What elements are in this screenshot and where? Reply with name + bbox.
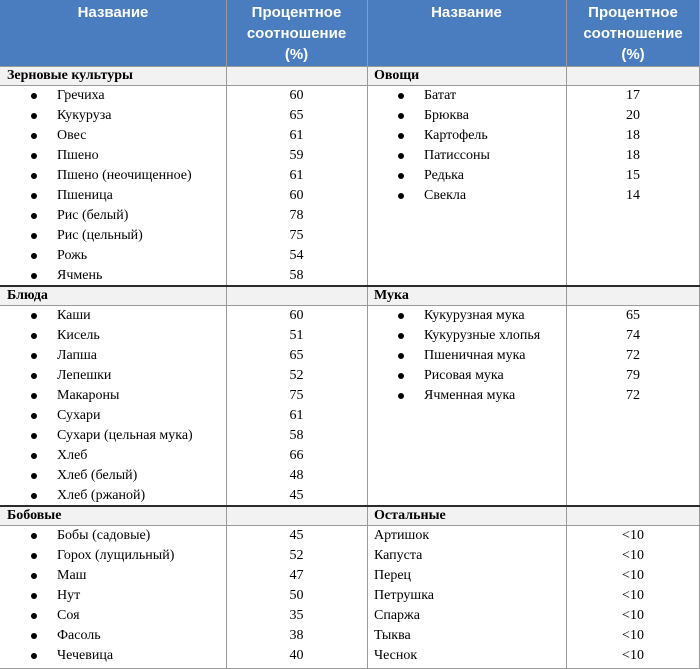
bullet-icon <box>31 353 37 359</box>
item-value: 65 <box>289 108 304 123</box>
item-value: 47 <box>289 568 304 583</box>
item-name: Хлеб (белый) <box>57 468 138 483</box>
item-name: Артишок <box>374 528 430 543</box>
section-divider <box>0 505 700 507</box>
bullet-icon <box>398 133 404 139</box>
bullet-icon <box>398 313 404 319</box>
section-title-fill <box>566 506 700 525</box>
item-value: 65 <box>289 348 304 363</box>
item-name: Пшеница <box>57 188 113 203</box>
item-value: 61 <box>289 408 304 423</box>
item-name: Кукуруза <box>57 108 112 123</box>
column-divider <box>367 0 368 669</box>
bullet-icon <box>31 393 37 399</box>
item-value: 52 <box>289 548 304 563</box>
header-percent-line1: Процентное <box>251 4 342 21</box>
item-name: Пшено (неочищенное) <box>57 168 192 183</box>
item-value: 65 <box>626 308 640 323</box>
item-value: 78 <box>289 208 304 223</box>
header-percent-line3: (%) <box>621 46 645 63</box>
item-name: Овес <box>57 128 87 143</box>
bullet-icon <box>31 313 37 319</box>
item-value: <10 <box>622 548 644 563</box>
item-value: 18 <box>626 128 640 143</box>
item-name: Кукурузные хлопья <box>424 328 541 343</box>
item-value: 59 <box>289 148 304 163</box>
item-value: <10 <box>622 608 644 623</box>
header-percent-line3: (%) <box>284 46 309 63</box>
item-name: Пшено <box>57 148 99 163</box>
item-name: Каши <box>57 308 91 323</box>
item-value: 48 <box>289 468 304 483</box>
item-name: Свекла <box>424 188 467 203</box>
item-value: 72 <box>626 348 640 363</box>
bullet-icon <box>31 633 37 639</box>
item-name: Сухари <box>57 408 101 423</box>
item-value: 75 <box>289 388 304 403</box>
item-name: Тыква <box>374 628 411 643</box>
item-name: Редька <box>424 168 464 183</box>
bullet-icon <box>398 113 404 119</box>
item-name: Лепешки <box>57 368 112 383</box>
bullet-icon <box>31 213 37 219</box>
item-value: <10 <box>622 648 644 663</box>
item-name: Макароны <box>57 388 120 403</box>
item-name: Ячменная мука <box>424 388 516 403</box>
item-value: 20 <box>626 108 640 123</box>
item-name: Гречиха <box>57 88 105 103</box>
item-value: 35 <box>289 608 304 623</box>
column-divider <box>226 0 227 669</box>
item-value: 50 <box>289 588 304 603</box>
section-title: Остальные <box>367 506 566 525</box>
item-value: 75 <box>289 228 304 243</box>
bullet-icon <box>398 193 404 199</box>
bullet-icon <box>31 453 37 459</box>
item-name: Батат <box>424 88 457 103</box>
item-name: Кисель <box>57 328 100 343</box>
item-value: 45 <box>289 488 304 503</box>
item-value: 38 <box>289 628 304 643</box>
bullet-icon <box>31 553 37 559</box>
item-value: <10 <box>622 588 644 603</box>
item-name: Горох (лущильный) <box>57 548 175 563</box>
row-divider <box>0 305 700 306</box>
bullet-icon <box>31 533 37 539</box>
bullet-icon <box>31 273 37 279</box>
item-name: Чечевица <box>57 648 114 663</box>
item-value: 61 <box>289 168 304 183</box>
item-name: Рисовая мука <box>424 368 504 383</box>
item-name: Патиссоны <box>424 148 490 163</box>
bullet-icon <box>31 573 37 579</box>
item-value: 60 <box>289 88 304 103</box>
section-title: Блюда <box>0 286 226 305</box>
item-value: 60 <box>289 308 304 323</box>
item-value: 15 <box>626 168 640 183</box>
bullet-icon <box>31 593 37 599</box>
bullet-icon <box>398 373 404 379</box>
bullet-icon <box>31 413 37 419</box>
header-percent-right <box>566 0 700 66</box>
bullet-icon <box>31 373 37 379</box>
bullet-icon <box>31 153 37 159</box>
bullet-icon <box>31 653 37 659</box>
bullet-icon <box>31 113 37 119</box>
bullet-icon <box>31 473 37 479</box>
item-value: <10 <box>622 628 644 643</box>
item-value: 14 <box>626 188 640 203</box>
bullet-icon <box>398 333 404 339</box>
item-value: <10 <box>622 568 644 583</box>
item-name: Перец <box>374 568 412 583</box>
bullet-icon <box>31 173 37 179</box>
bullet-icon <box>398 353 404 359</box>
item-name: Капуста <box>374 548 423 563</box>
header-percent-line1: Процентное <box>588 4 678 21</box>
bullet-icon <box>31 133 37 139</box>
item-value: 52 <box>289 368 304 383</box>
item-value: 51 <box>289 328 304 343</box>
item-value: 60 <box>289 188 304 203</box>
header-percent-left <box>226 0 367 66</box>
bullet-icon <box>31 93 37 99</box>
section-title-fill <box>226 286 367 305</box>
item-value: <10 <box>622 528 644 543</box>
item-name: Рис (цельный) <box>57 228 143 243</box>
item-value: 61 <box>289 128 304 143</box>
item-name: Петрушка <box>374 588 435 603</box>
bullet-icon <box>31 253 37 259</box>
header-name-left: Название <box>0 0 226 66</box>
column-divider <box>566 0 567 669</box>
item-name: Бобы (садовые) <box>57 528 151 543</box>
bullet-icon <box>398 93 404 99</box>
bullet-icon <box>31 233 37 239</box>
item-name: Фасоль <box>57 628 101 643</box>
item-name: Лапша <box>57 348 98 363</box>
item-value: 79 <box>626 368 640 383</box>
bullet-icon <box>31 333 37 339</box>
item-name: Картофель <box>424 128 488 143</box>
item-name: Маш <box>57 568 87 583</box>
item-value: 58 <box>289 428 304 443</box>
row-divider <box>0 66 700 67</box>
item-name: Чеснок <box>374 648 418 663</box>
item-value: 58 <box>289 268 304 283</box>
item-value: 74 <box>626 328 640 343</box>
bullet-icon <box>398 393 404 399</box>
item-name: Соя <box>57 608 80 623</box>
item-name: Хлеб <box>57 448 88 463</box>
row-divider <box>0 85 700 86</box>
item-value: 40 <box>289 648 304 663</box>
item-name: Пшеничная мука <box>424 348 526 363</box>
item-name: Хлеб (ржаной) <box>57 488 146 503</box>
bullet-icon <box>398 153 404 159</box>
item-name: Рис (белый) <box>57 208 129 223</box>
item-value: 17 <box>626 88 640 103</box>
section-title-fill <box>226 66 367 85</box>
section-title-fill <box>566 66 700 85</box>
section-title-fill <box>226 506 367 525</box>
section-title: Зерновые культуры <box>0 66 226 85</box>
bullet-icon <box>398 173 404 179</box>
bullet-icon <box>31 193 37 199</box>
item-name: Ячмень <box>57 268 103 283</box>
section-divider <box>0 285 700 287</box>
bullet-icon <box>31 613 37 619</box>
section-title-fill <box>566 286 700 305</box>
header-percent-line2: соотношение <box>246 25 347 42</box>
item-name: Брюква <box>424 108 469 123</box>
bullet-icon <box>31 493 37 499</box>
item-name: Сухари (цельная мука) <box>57 428 193 443</box>
item-value: 45 <box>289 528 304 543</box>
header-name-right: Название <box>367 0 566 66</box>
section-title: Овощи <box>367 66 566 85</box>
header-percent-line2: соотношение <box>583 25 683 42</box>
item-name: Кукурузная мука <box>424 308 525 323</box>
bullet-icon <box>31 433 37 439</box>
item-value: 66 <box>289 448 304 463</box>
section-title: Бобовые <box>0 506 226 525</box>
item-name: Рожь <box>57 248 88 263</box>
item-name: Спаржа <box>374 608 420 623</box>
section-title: Мука <box>367 286 566 305</box>
item-value: 72 <box>626 388 640 403</box>
row-divider <box>0 525 700 526</box>
item-value: 18 <box>626 148 640 163</box>
item-value: 54 <box>289 248 304 263</box>
item-name: Нут <box>57 588 81 603</box>
